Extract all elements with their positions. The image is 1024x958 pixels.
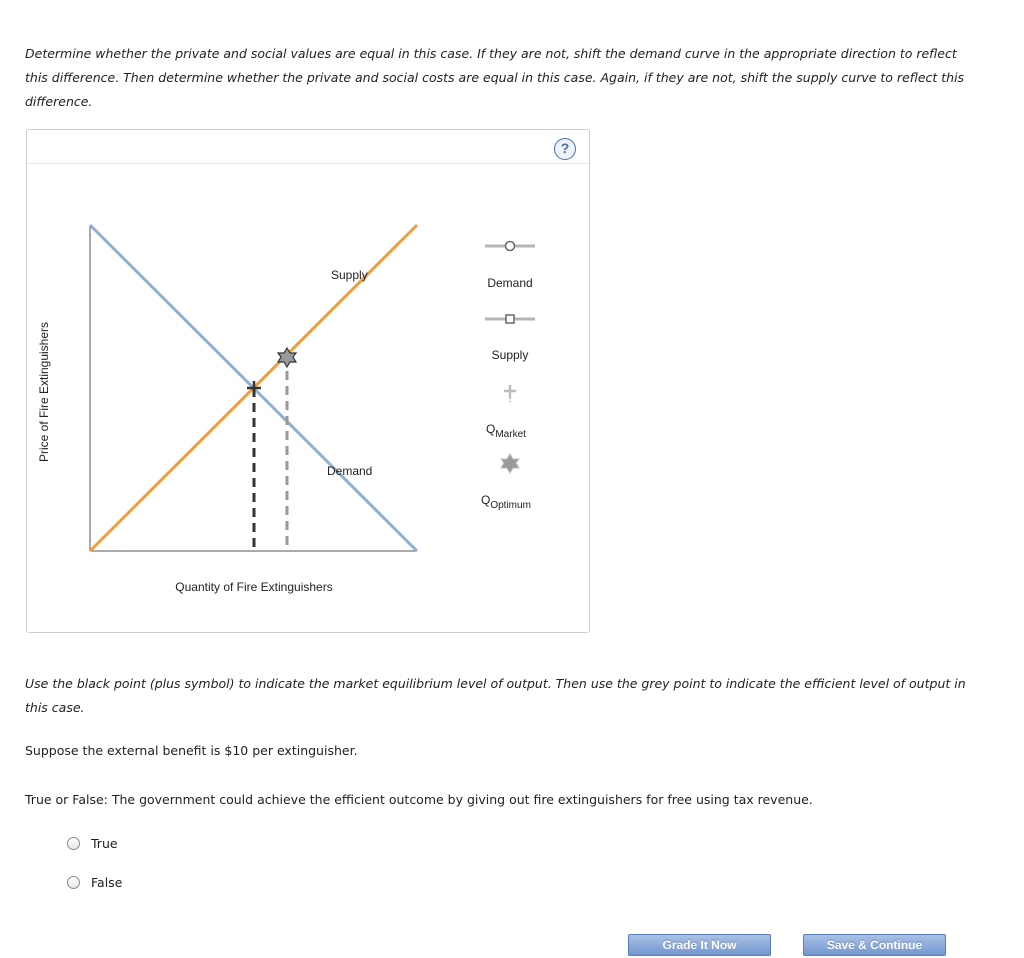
palette-optimum-star-icon[interactable] xyxy=(501,454,519,473)
palette-market-label: $Q_{Market}$ xyxy=(486,422,526,440)
optimum-star-icon[interactable] xyxy=(278,348,296,367)
circle-point-icon xyxy=(506,242,515,251)
save-continue-button[interactable]: Save & Continue xyxy=(803,934,946,956)
point-instruction-line-2: this case. xyxy=(25,700,85,715)
instructions-line-1: Determine whether the private and social values are equal in this case. If they are not, shift the demand curve in the appropriate direction to reflect xyxy=(25,46,957,61)
x-axis-label: Quantity of Fire Extinguishers xyxy=(175,580,333,594)
option-true-label: True xyxy=(91,836,118,851)
point-instruction xyxy=(25,672,1005,720)
graph-canvas[interactable] xyxy=(27,130,589,632)
help-icon[interactable]: ? xyxy=(554,138,576,160)
radio-true[interactable] xyxy=(67,837,80,850)
palette-supply-label: Supply xyxy=(491,348,529,362)
palette-demand-label: Demand xyxy=(487,276,533,290)
option-false-label: False xyxy=(91,875,123,890)
instructions xyxy=(25,42,1005,114)
radio-false[interactable] xyxy=(67,876,80,889)
palette-market-plus-icon[interactable] xyxy=(504,385,516,402)
palette-demand-tool[interactable] xyxy=(485,242,535,251)
external-benefit-text: Suppose the external benefit is $10 per extinguisher. xyxy=(25,743,358,758)
instructions-line-3: difference. xyxy=(25,94,93,109)
graph-panel xyxy=(26,129,590,633)
instructions-line-2: this difference. Then determine whether the private and social costs are equal in this case. Again, if they are not, shift the supply curve to reflect this xyxy=(25,70,965,85)
y-axis-label: Price of Fire Extinguishers xyxy=(37,321,51,463)
square-point-icon xyxy=(506,315,514,323)
palette-supply-tool[interactable] xyxy=(485,315,535,323)
supply-curve-label: Supply xyxy=(331,268,368,282)
question-prompt: True or False: The government could achieve the efficient outcome by giving out fire extinguishers for free using tax revenue. xyxy=(25,792,813,807)
point-instruction-line-1: Use the black point (plus symbol) to indicate the market equilibrium level of output. Then use the grey point to indicate the efficient level of output in xyxy=(25,676,966,691)
grade-it-now-button[interactable]: Grade It Now xyxy=(628,934,771,956)
demand-curve-label: Demand xyxy=(327,464,373,478)
palette-optimum-label: $Q_{Optimum}$ xyxy=(481,493,531,511)
